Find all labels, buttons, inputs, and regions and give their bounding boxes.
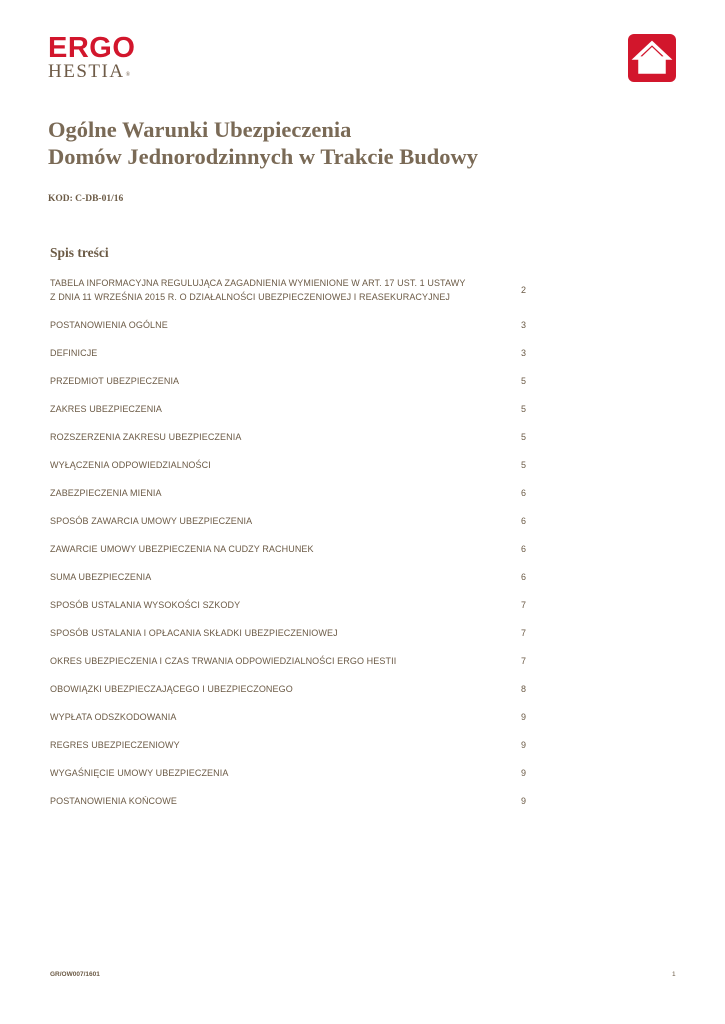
toc-item-page: 6: [520, 488, 526, 498]
toc-item-label-line-1: TABELA INFORMACYJNA REGULUJĄCA ZAGADNIENIA WYMIENIONE W ART. 17 UST. 1 USTAWY: [50, 278, 466, 288]
toc-item-label: SPOSÓB USTALANIA I OPŁACANIA SKŁADKI UBEZPIECZENIOWEJ: [50, 628, 338, 638]
toc-item[interactable]: [50, 563, 528, 591]
home-icon-glyph: [628, 34, 676, 82]
toc-item[interactable]: [50, 675, 528, 703]
table-of-contents: [50, 273, 528, 815]
toc-item[interactable]: [50, 619, 528, 647]
document-code: KOD: C-DB-01/16: [48, 194, 124, 204]
logo-registered-mark: ®: [125, 72, 132, 78]
document-title-line-1: Ogólne Warunki Ubezpieczenia: [48, 117, 352, 142]
toc-item-label: ROZSZERZENIA ZAKRESU UBEZPIECZENIA: [50, 432, 242, 442]
toc-item-page: 5: [520, 376, 526, 386]
toc-item-page: 9: [520, 712, 526, 722]
toc-item-page: 7: [520, 628, 526, 638]
toc-item-page: 6: [520, 516, 526, 526]
toc-item-page: 2: [520, 285, 526, 295]
toc-item[interactable]: [50, 759, 528, 787]
document-title: [48, 116, 478, 170]
toc-item[interactable]: [50, 273, 528, 307]
toc-item-label: OKRES UBEZPIECZENIA I CZAS TRWANIA ODPOWIEDZIALNOŚCI ERGO HESTII: [50, 656, 397, 666]
ergo-hestia-logo: [48, 34, 148, 82]
toc-item[interactable]: [50, 367, 528, 395]
toc-item[interactable]: [50, 423, 528, 451]
toc-item-label: ZAKRES UBEZPIECZENIA: [50, 404, 163, 414]
toc-item-page: 5: [520, 404, 526, 414]
toc-item-page: 9: [520, 768, 526, 778]
toc-heading: Spis treści: [50, 245, 109, 260]
toc-item-page: 5: [520, 460, 526, 470]
toc-item[interactable]: [50, 647, 528, 675]
toc-item-label: DEFINICJE: [50, 348, 98, 358]
toc-item[interactable]: [50, 479, 528, 507]
toc-item[interactable]: [50, 311, 528, 339]
toc-item-page: 7: [520, 600, 526, 610]
logo-hestia-text: [48, 62, 148, 82]
toc-item-label: [50, 276, 490, 304]
footer-page-number: 1: [672, 971, 676, 978]
toc-item-label: SUMA UBEZPIECZENIA: [50, 572, 152, 582]
toc-item-label: SPOSÓB USTALANIA WYSOKOŚCI SZKODY: [50, 600, 241, 610]
logo-ergo-text: ERGO: [48, 32, 136, 64]
toc-item-label: SPOSÓB ZAWARCIA UMOWY UBEZPIECZENIA: [50, 516, 253, 526]
toc-item-label: POSTANOWIENIA OGÓLNE: [50, 320, 168, 330]
toc-item-label: WYGAŚNIĘCIE UMOWY UBEZPIECZENIA: [50, 768, 229, 778]
toc-item-label: WYPŁATA ODSZKODOWANIA: [50, 712, 177, 722]
toc-item-label: ZAWARCIE UMOWY UBEZPIECZENIA NA CUDZY RACHUNEK: [50, 544, 314, 554]
toc-item[interactable]: [50, 703, 528, 731]
toc-item[interactable]: [50, 339, 528, 367]
toc-item-label: ZABEZPIECZENIA MIENIA: [50, 488, 162, 498]
toc-item-page: 5: [520, 432, 526, 442]
toc-item[interactable]: [50, 731, 528, 759]
toc-item-page: 3: [520, 320, 526, 330]
toc-item-page: 6: [520, 572, 526, 582]
document-title-line-2: Domów Jednorodzinnych w Trakcie Budowy: [48, 144, 479, 169]
home-icon[interactable]: [628, 34, 676, 82]
toc-item[interactable]: [50, 451, 528, 479]
toc-item-label: PRZEDMIOT UBEZPIECZENIA: [50, 376, 180, 386]
toc-item-page: 9: [520, 796, 526, 806]
footer-document-code: GR/OW007/1601: [50, 971, 100, 978]
toc-item-label: OBOWIĄZKI UBEZPIECZAJĄCEGO I UBEZPIECZONEGO: [50, 684, 293, 694]
toc-item-page: 8: [520, 684, 526, 694]
toc-item-label: POSTANOWIENIA KOŃCOWE: [50, 796, 177, 806]
logo-hestia-word: HESTIA: [48, 61, 125, 82]
toc-item-page: 7: [520, 656, 526, 666]
toc-item[interactable]: [50, 395, 528, 423]
toc-item[interactable]: [50, 787, 528, 815]
toc-item[interactable]: [50, 507, 528, 535]
toc-item-page: 6: [520, 544, 526, 554]
toc-item[interactable]: [50, 535, 528, 563]
toc-item-page: 3: [520, 348, 526, 358]
toc-item-label-line-2: Z DNIA 11 WRZEŚNIA 2015 R. O DZIAŁALNOŚCI UBEZPIECZENIOWEJ I REASEKURACYJNEJ: [50, 292, 451, 302]
toc-item-label: WYŁĄCZENIA ODPOWIEDZIALNOŚCI: [50, 460, 211, 470]
toc-item[interactable]: [50, 591, 528, 619]
toc-item-label: REGRES UBEZPIECZENIOWY: [50, 740, 180, 750]
toc-item-page: 9: [520, 740, 526, 750]
